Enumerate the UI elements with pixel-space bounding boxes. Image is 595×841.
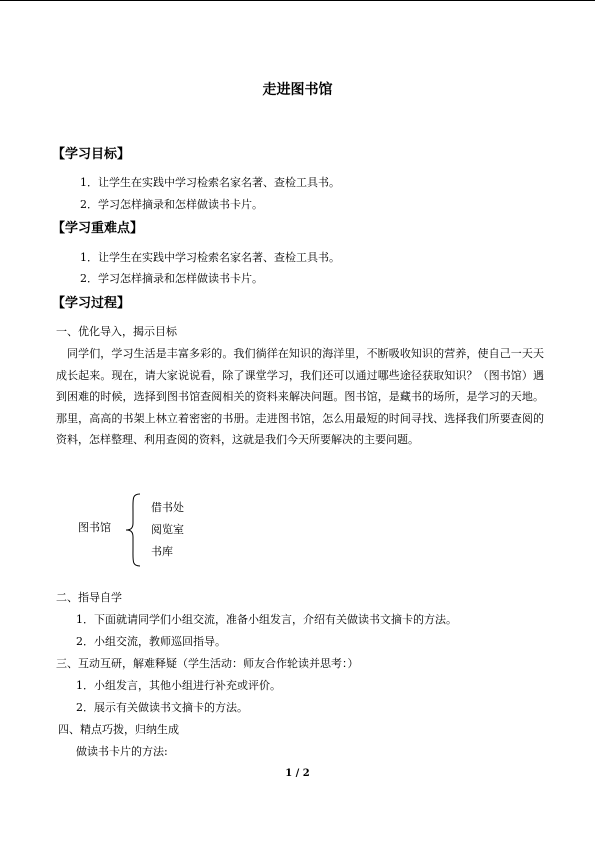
page-title: 走进图书馆	[262, 82, 333, 98]
part4-text: 做读书卡片的方法:	[76, 745, 168, 758]
heading-learning-process: 【学习过程】	[52, 296, 131, 311]
diagram-root-label: 图书馆	[78, 521, 111, 534]
goal-item-1: 1．让学生在实践中学习检索名家名著、查检工具书。	[80, 176, 340, 189]
part1-title: 一、优化导入，揭示目标	[56, 325, 177, 338]
part2-title: 二、指导自学	[56, 591, 122, 604]
part3-title: 三、互动互研，解难释疑（学生活动：师友合作轮读并思考：）	[56, 657, 359, 670]
heading-learning-goals: 【学习目标】	[52, 147, 131, 162]
diagram-branch-stacks: 书库	[151, 545, 173, 558]
part4-title: 四、精点巧拨，归纳生成	[58, 723, 179, 736]
key-point-item-1: 1．让学生在实践中学习检索名家名著、查检工具书。	[80, 251, 340, 264]
part3-item-1: 1．小组发言，其他小组进行补充或评价。	[76, 679, 281, 692]
goal-item-2: 2．学习怎样摘录和怎样做读书卡片。	[80, 198, 263, 211]
top-rule	[0, 0, 595, 1]
intro-paragraph: 同学们，学习生活是丰富多彩的。我们徜徉在知识的海洋里，不断吸收知识的营养，使自己一天天成长起来。现在，请大家说说看，除了课堂学习，我们还可以通过哪些途径获取知识？（图书馆）遇到困难的时候，选择到图书馆查阅相关的资料来解决问题。图书馆，是藏书的场所，是学习的天地。那里，高高的书架上林立着密密的书册。走进图书馆，怎么用最短的时间寻找、选择我们所要查阅的资料，怎样整理、利用查阅的资料，这就是我们今天所要解决的主要问题。	[56, 347, 544, 446]
diagram-branch-reading-room: 阅览室	[151, 523, 184, 536]
diagram-branch-lending-desk: 借书处	[151, 501, 184, 514]
key-point-item-2: 2．学习怎样摘录和怎样做读书卡片。	[80, 272, 263, 285]
brace-icon	[124, 493, 142, 567]
part2-item-2: 2．小组交流，教师巡回指导。	[76, 635, 226, 648]
heading-key-points: 【学习重难点】	[52, 221, 144, 236]
page-number: 1 / 2	[285, 768, 310, 779]
part2-item-1: 1．下面就请同学们小组交流，准备小组发言，介绍有关做读书文摘卡的方法。	[76, 613, 457, 626]
part3-item-2: 2．展示有关做读书文摘卡的方法。	[76, 701, 248, 714]
